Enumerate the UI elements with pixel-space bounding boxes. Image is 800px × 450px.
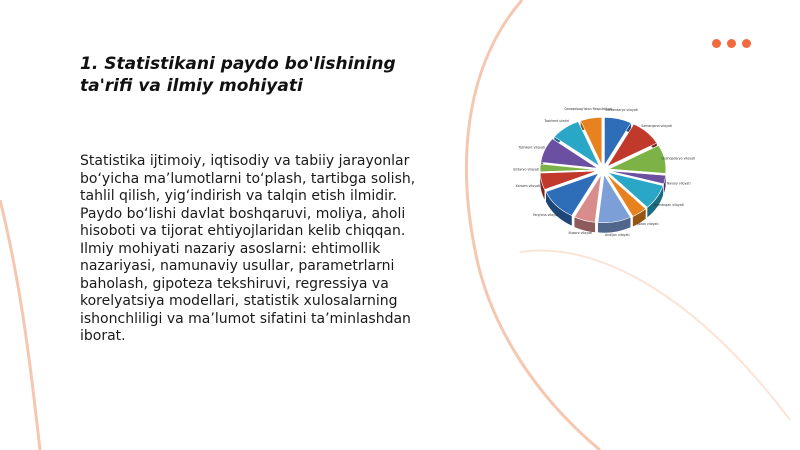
pie-slice-label: Farg'ona viloyati [532,213,560,218]
left-arc [0,200,40,450]
right-arc-inner [520,250,790,420]
pie-slice-label: Qoraqalpog'iston Respublikasi [564,107,613,112]
pie-slice-label: Qashqadaryo viloyati [661,156,696,161]
pie-slice-label: Sirdaryo viloyati [513,167,540,172]
pie-slice-label: Toshkent viloyati [518,145,546,150]
pie-slice-label: Surxandaryo viloyati [605,107,638,112]
pie-slice-label: Toshkent shahri [544,118,570,123]
slide-title: 1. Statistikani paydo bo'lishining ta'rifi va ilmiy mohiyati [80,54,396,96]
pie-slice-label: Jizzax viloyati [636,222,659,227]
menu-dots-icon [712,39,751,48]
pie-slice-label: Buxoro viloyati [568,231,593,236]
pie-slice-label: Samarqand viloyati [641,124,673,129]
slide-body-text: Statistika ijtimoiy, iqtisodiy va tabiiy jarayonlar bo‘yicha ma’lumotlarni to‘plash, tartibga solish, tahlil qilish, yig‘indirish va talqin etish ilmidir. Paydo bo‘lishi davlat boshqaruvi, moliya, aholi hisoboti va tijorat ehtiyojlaridan kelib chiqqan. Ilmiy mohiyati nazariy asoslarni: ehtimollik nazariyasi, namunaviy usullar, parametrlarni baholash, gipoteza tekshiruvi, regressiya va korelyatsiya modellari, statistik xulosalarning ishonchliligi va ma’lumot sifatini ta’minlashdan iborat. [80,153,416,344]
dot-icon [742,39,751,48]
dot-icon [712,39,721,48]
dot-icon [727,39,736,48]
pie-chart-svg [478,100,728,250]
pie-chart [478,100,728,250]
pie-slice-label: Navoiy viloyati [666,181,691,186]
pie-slice-label: Namangan viloyati [653,203,684,208]
pie-slice-label: Andijon viloyati [604,232,630,237]
pie-slice-label: Xorazm viloyati [515,183,541,188]
